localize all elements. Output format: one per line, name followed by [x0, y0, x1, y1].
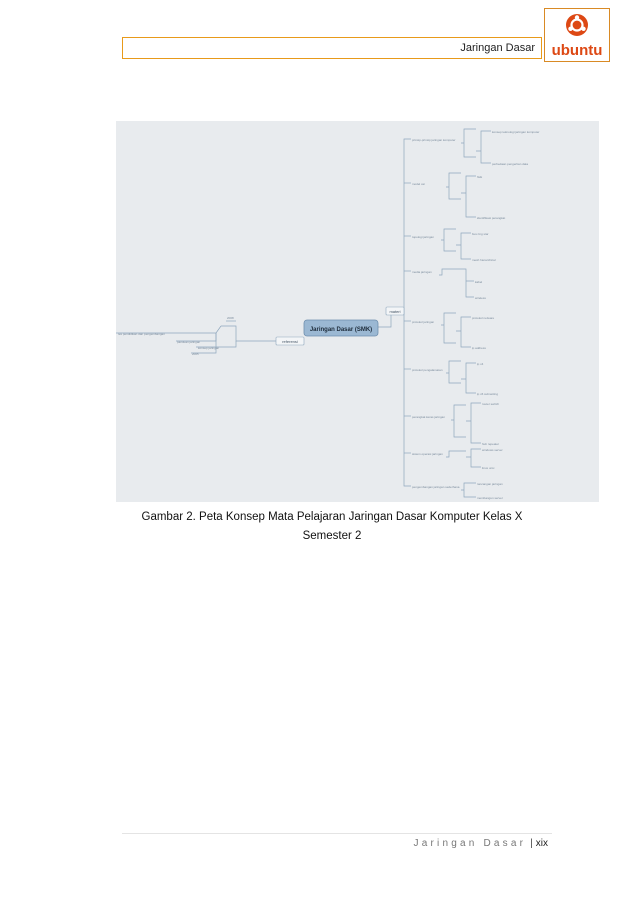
page-footer [414, 838, 548, 849]
header-title: Jaringan Dasar [460, 42, 535, 54]
svg-text:hub repeater: hub repeater [482, 442, 500, 446]
svg-text:sistem operasi jaringan: sistem operasi jaringan [412, 452, 443, 456]
svg-text:membangun server: membangun server [477, 496, 503, 500]
svg-text:ip v4: ip v4 [477, 362, 484, 366]
svg-text:mesh hierarchical: mesh hierarchical [472, 258, 496, 262]
svg-text:kabel: kabel [475, 280, 483, 284]
svg-text:perangkat keras jaringan: perangkat keras jaringan [412, 415, 446, 419]
concept-map-figure [116, 121, 599, 502]
footer-running-title: Jaringan Dasar [413, 838, 527, 849]
referensi-node: referensi [282, 339, 298, 344]
svg-text:prinsip-prinsip jaringan kompu: prinsip-prinsip jaringan komputer [412, 138, 456, 142]
materi-node: materi [389, 309, 401, 314]
svg-text:ip v6 subnetting: ip v6 subnetting [477, 392, 499, 396]
svg-text:media jaringan: media jaringan [412, 270, 432, 274]
svg-text:panduan jaringan: panduan jaringan [177, 340, 201, 344]
figure-caption-line1: Gambar 2. Peta Konsep Mata Pelajaran Jaringan Dasar Komputer Kelas X [141, 511, 523, 523]
svg-text:konsep teknologi jaringan komp: konsep teknologi jaringan komputer [492, 130, 540, 134]
svg-text:konsep jaringan: konsep jaringan [198, 346, 220, 350]
svg-text:protokol pengalamatan: protokol pengalamatan [412, 368, 443, 372]
svg-text:tes pendidikan dan pengembanga: tes pendidikan dan pengembangan [118, 332, 165, 336]
svg-text:protokol jaringan: protokol jaringan [412, 320, 435, 324]
page-number: xix [535, 838, 548, 849]
svg-text:wireless: wireless [475, 296, 486, 300]
svg-text:bus ring star: bus ring star [472, 232, 489, 236]
svg-text:2005: 2005 [192, 352, 199, 356]
svg-text:fisik: fisik [477, 175, 483, 179]
concept-map-drawing [116, 121, 599, 502]
svg-text:linux unix: linux unix [482, 466, 495, 470]
header-bar [122, 37, 542, 59]
figure-caption-line2: Semester 2 [302, 530, 362, 542]
svg-text:pengembangan jaringan sederhan: pengembangan jaringan sederhana [412, 485, 460, 489]
svg-text:router switch: router switch [482, 402, 500, 406]
ubuntu-circle-icon [565, 13, 589, 37]
footer-divider [122, 833, 552, 834]
footer-separator: | [530, 838, 533, 849]
root-node: Jaringan Dasar (SMK) [309, 327, 373, 333]
svg-text:rancangan jaringan: rancangan jaringan [477, 482, 503, 486]
svg-text:topologi jaringan: topologi jaringan [412, 235, 435, 239]
svg-text:model osi: model osi [412, 182, 425, 186]
ubuntu-logo [544, 8, 610, 62]
svg-text:protokol netware: protokol netware [472, 316, 495, 320]
svg-text:2008: 2008 [227, 316, 234, 320]
logo-wordmark: ubuntu [551, 42, 603, 59]
svg-text:perbedaan pengertian data: perbedaan pengertian data [492, 162, 529, 166]
svg-text:ip address: ip address [472, 346, 486, 350]
svg-text:windows server: windows server [482, 448, 503, 452]
svg-text:identifikasi perangkat: identifikasi perangkat [477, 216, 506, 220]
